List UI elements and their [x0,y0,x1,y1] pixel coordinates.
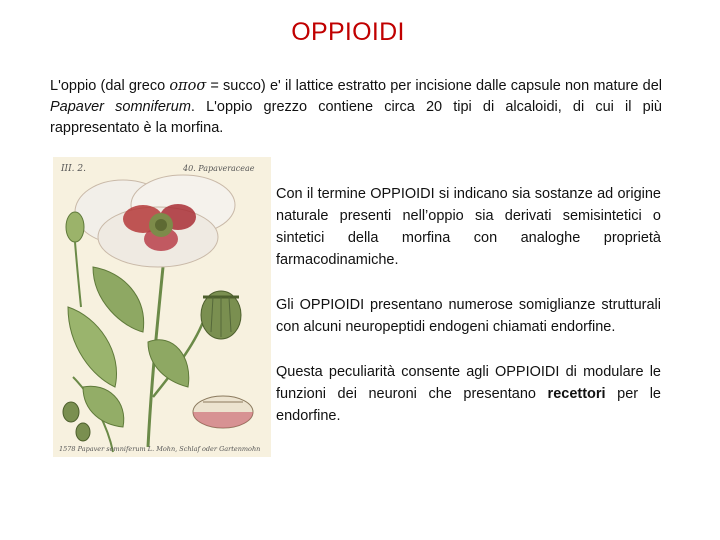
paragraph-receptors-start: Questa peculiarità consente agli OPPIOIDI di modulare le funzioni dei neuroni che presentano [276,364,661,402]
plate-caption: 1578 Papaver somniferum L. Mohn, Schlaf oder Gartenmohn [59,445,261,453]
intro-latin-name: Papaver somniferum [50,99,191,115]
description-paragraphs [276,183,661,450]
intro-middle: = succo) e' il lattice estratto per incisione dalle capsule non mature del [206,78,662,94]
intro-prefix: L'oppio (dal greco [50,78,170,94]
poppy-plate-drawing [53,157,271,457]
receptors-emphasis: recettori [547,386,606,402]
intro-suffix: . L'oppio grezzo contiene circa 20 tipi di alcaloidi, di cui il più rappresentato è la morfina. [50,99,663,136]
poppy-capsule [201,291,241,339]
intro-paragraph [50,76,662,139]
poppy-illustration [53,157,271,457]
paragraph-receptors [276,361,661,427]
plate-number: III. 2. [61,164,86,174]
plate-label: 40. Papaveraceae [183,164,255,173]
paragraph-receptors-end: per le endorfine. [276,386,661,424]
slide-title: OPPIOIDI [291,18,405,46]
poppy-capsule-section [193,396,253,428]
intro-greek-word: οποσ [169,78,207,94]
paragraph-similarity: Gli OPPIOIDI presentano numerose somiglianze strutturali con alcuni neuropeptidi endogeni chiamati endorfine. [276,297,661,335]
paragraph-definition: Con il termine OPPIOIDI si indicano sia sostanze ad origine naturale presenti nell’oppio sia derivati semisintetici o sintetici della morfina con analoghe proprietà farmacodinamiche. [276,186,661,268]
